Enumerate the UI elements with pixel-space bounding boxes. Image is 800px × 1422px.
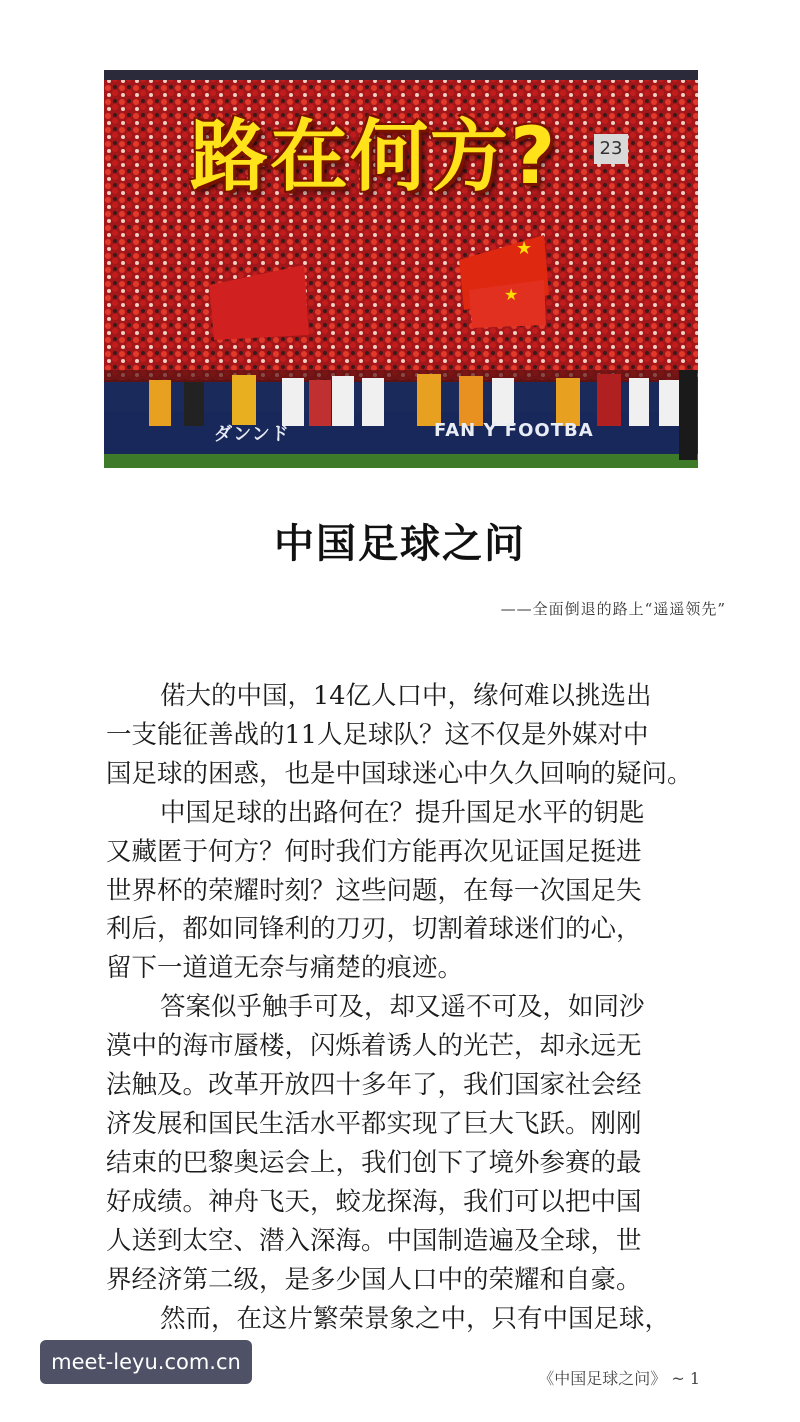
article-body (106, 677, 726, 1338)
paragraph-line: 法触及。改革开放四十多年了，我们国家社会经 (106, 1070, 642, 1101)
paragraph-line: 中国足球的出路何在？提升国足水平的钥匙 (160, 797, 645, 828)
paragraph-line: 界经济第二级，是多少国人口中的荣耀和自豪。 (106, 1264, 642, 1295)
paragraph-line: 人送到太空、潜入深海。中国制造遍及全球，世 (106, 1225, 642, 1256)
page-footer: 《中国足球之问》 ~ 1 (538, 1369, 700, 1388)
paragraph-line: 偌大的中国，14亿人口中，缘何难以挑选出 (160, 681, 652, 711)
watermark-link[interactable]: meet-leyu.com.cn (40, 1340, 252, 1384)
paragraph-line: 济发展和国民生活水平都实现了巨大飞跃。刚刚 (106, 1108, 642, 1139)
paragraph-line: 利后，都如同锋利的刀刃，切割着球迷们的心， (106, 914, 642, 945)
paragraph-line: 然而，在这片繁荣景象之中，只有中国足球， (160, 1303, 671, 1334)
paragraph-line: 答案似乎触手可及，却又遥不可及，如同沙 (160, 992, 645, 1023)
hero-image (104, 70, 698, 468)
ad-board-text-left: ダンンド (214, 424, 290, 445)
ad-board-text-right: FAN Y FOOTBA (434, 420, 594, 441)
article-title: 中国足球之问 (274, 521, 526, 567)
paragraph-line: 世界杯的荣耀时刻？这些问题，在每一次国足失 (106, 875, 642, 906)
paragraph-line: 国足球的困惑，也是中国球迷心中久久回响的疑问。 (106, 758, 693, 789)
hero-headline: 路在何方? (190, 112, 558, 202)
svg-text:★: ★ (516, 238, 533, 259)
svg-text:★: ★ (504, 285, 519, 304)
paragraph-line: 留下一道道无奈与痛楚的痕迹。 (106, 953, 464, 984)
paragraph-line: 又藏匿于何方？何时我们方能再次见证国足挺进 (106, 836, 642, 867)
paragraph-line: 好成绩。神舟飞天，蛟龙探海，我们可以把中国 (106, 1186, 642, 1217)
paragraph-line: 漠中的海市蜃楼，闪烁着诱人的光芒，却永远无 (106, 1031, 642, 1062)
paragraph-line: 一支能征善战的11人足球队？这不仅是外媒对中 (106, 719, 649, 750)
article-subtitle: ——全面倒退的路上“遥遥领先” (500, 600, 726, 618)
paragraph-line: 结束的巴黎奥运会上，我们创下了境外参赛的最 (106, 1147, 642, 1178)
scoreboard: 23 (594, 134, 628, 164)
